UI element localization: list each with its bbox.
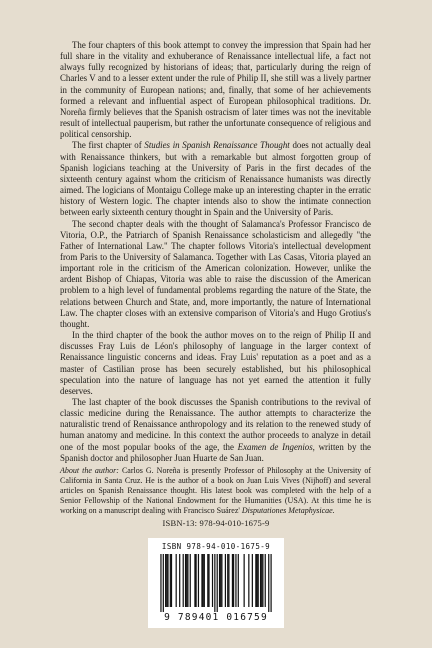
blurb-paragraph: The four chapters of this book attempt to convey the impression that Spain had her full share in the vitality and exhuberance of Renaissance intellectual life, a fact not always fully recognized by historians of ideas; that, particularly during the reign of Charles V and to a lesser extent under the rule of Philip II, she still was a lively partner in the community of European nations; and, finally, that some of her achievements formed a relevant and influential aspect of European philosophical traditions. Dr. Noreña firmly believes that the Spanish ostracism of later times was not the inevitable result of intellectual pauperism, but rather the unfortunate consequence of religious and political censorship. xyxy=(60,40,371,140)
barcode-bar xyxy=(221,554,222,607)
barcode-bar xyxy=(260,554,261,607)
barcode-bar xyxy=(244,554,245,607)
barcode-bar xyxy=(220,554,221,607)
barcode-bar xyxy=(212,554,213,607)
barcode-bar xyxy=(255,554,256,607)
barcode-bar xyxy=(233,554,234,607)
barcode-bar xyxy=(176,554,177,607)
barcode-bar xyxy=(228,554,229,607)
barcode-bar xyxy=(214,554,215,612)
blurb-paragraph: The second chapter deals with the thought of Salamanca's Professor Francisco de Vitoria, O.P., the Patriarch of Spanish Renaissance scholasticism and allegedly "the Father of International Law." The chapter follows Vitoria's intellectual development from Paris to the University of Salamanca. Together with Las Casas, Vitoria played an important role in the criticism of the American colonization. However, unlike the ardent Bishop of Chiapas, Vitoria was able to raise the discussion of the American problem to a high level of fundamental problems regarding the nature of the State, the relations between Church and State, and, more importantly, the nature of International Law. The chapter closes with an extensive comparison of Vitoria's and Hugo Grotius's thought. xyxy=(60,218,371,329)
barcode-bar xyxy=(203,554,204,607)
barcode-bar xyxy=(258,554,259,607)
barcode-bar xyxy=(207,554,208,607)
barcode-bar xyxy=(227,554,228,607)
barcode-bar xyxy=(238,554,239,607)
barcode-bar xyxy=(225,554,226,607)
barcode-bar xyxy=(262,554,263,607)
barcode-bar xyxy=(170,554,171,607)
blurb-paragraph: The first chapter of Studies in Spanish Renaissance Thought does not actually deal with Renaissance thinkers, but with a remarkable but almost forgotten group of Spanish logicians teaching at the University of Paris in the first decades of the sixteenth century against whom the criticism of Renaissance humanists was directly aimed. The logicians of Montaigu College make up an interesting chapter in the erratic history of Western logic. The chapter intends also to show the intimate connection between early sixteenth century thought in Spain and the University of Paris. xyxy=(60,140,371,218)
barcode-bar xyxy=(183,554,184,607)
barcode-icon xyxy=(158,554,274,612)
barcode-bar xyxy=(235,554,236,607)
barcode-isbn-text: ISBN 978-94-010-1675-9 xyxy=(161,542,271,551)
barcode-bar xyxy=(179,554,180,607)
barcode-bar xyxy=(160,554,161,612)
barcode-bar xyxy=(219,554,220,607)
blurb-paragraph: The last chapter of the book discusses the Spanish contributions to the revival of classic medicine during the Renaissance. The author attempts to characterize the naturalistic trend of Renaissance anthropology and its relation to the renewed study of human anatomy and medicine. In this context the author proceeds to analyze in detail one of the most popular books of the age, the Examen de Ingenios, written by the Spanish doctor and philosopher Juan Huarte de San Juan. xyxy=(60,397,371,463)
barcode-bar xyxy=(163,554,164,612)
barcode-bar xyxy=(195,554,196,607)
barcode-bar xyxy=(248,554,249,607)
barcode-bar xyxy=(165,554,166,607)
barcode-bar xyxy=(208,554,209,607)
blurb-paragraph: In the third chapter of the book the author moves on to the reign of Philip II and discusses Fray Luis de Léon's philosophy of language in the larger context of Renaissance linguistic concerns and ideas. Fray Luis' reputation as a poet and as a master of Castilian prose has been securely established, but his philosophical speculation into the nature of language has not yet earned the attention it fully deserves. xyxy=(60,330,371,396)
barcode-bar xyxy=(268,554,269,612)
barcode-bar xyxy=(252,554,253,607)
barcode-bar xyxy=(167,554,168,607)
barcode-bar xyxy=(204,554,205,607)
barcode-bar xyxy=(190,554,191,607)
barcode-bar xyxy=(187,554,188,607)
barcode-bar xyxy=(232,554,233,607)
barcode-bar xyxy=(261,554,262,607)
barcode-bar xyxy=(194,554,195,607)
barcode-bar xyxy=(265,554,266,607)
barcode-bar xyxy=(186,554,187,607)
isbn-text: ISBN-13: 978-94-010-1675-9 xyxy=(162,518,270,528)
barcode-bar xyxy=(198,554,199,607)
about-author-paragraph: About the author: Carlos G. Noreña is presently Professor of Philosophy at the University of California in Santa Cruz. He is the author of a book on Juan Luis Vives (Nijhoff) and several articles on Spanish Renaissance thought. His latest book was completed with the help of a Senior Fellowship of the National Endowment for the Humanities (USA). At this time he is working on a manuscript dealing with Francisco Suárez' Disputationes Metaphysicae. xyxy=(60,466,371,515)
barcode-bar xyxy=(201,554,202,607)
about-the-author xyxy=(60,466,371,516)
barcode-bar xyxy=(171,554,172,607)
barcode-number: 9 789401 016759 xyxy=(164,612,268,623)
blurb-text xyxy=(60,40,371,464)
barcode-bar xyxy=(270,554,271,612)
barcode-label xyxy=(148,538,284,628)
barcode-bar xyxy=(217,554,218,612)
barcode-bar xyxy=(256,554,257,607)
barcode-bar xyxy=(166,554,167,607)
barcode-bar xyxy=(185,554,186,607)
